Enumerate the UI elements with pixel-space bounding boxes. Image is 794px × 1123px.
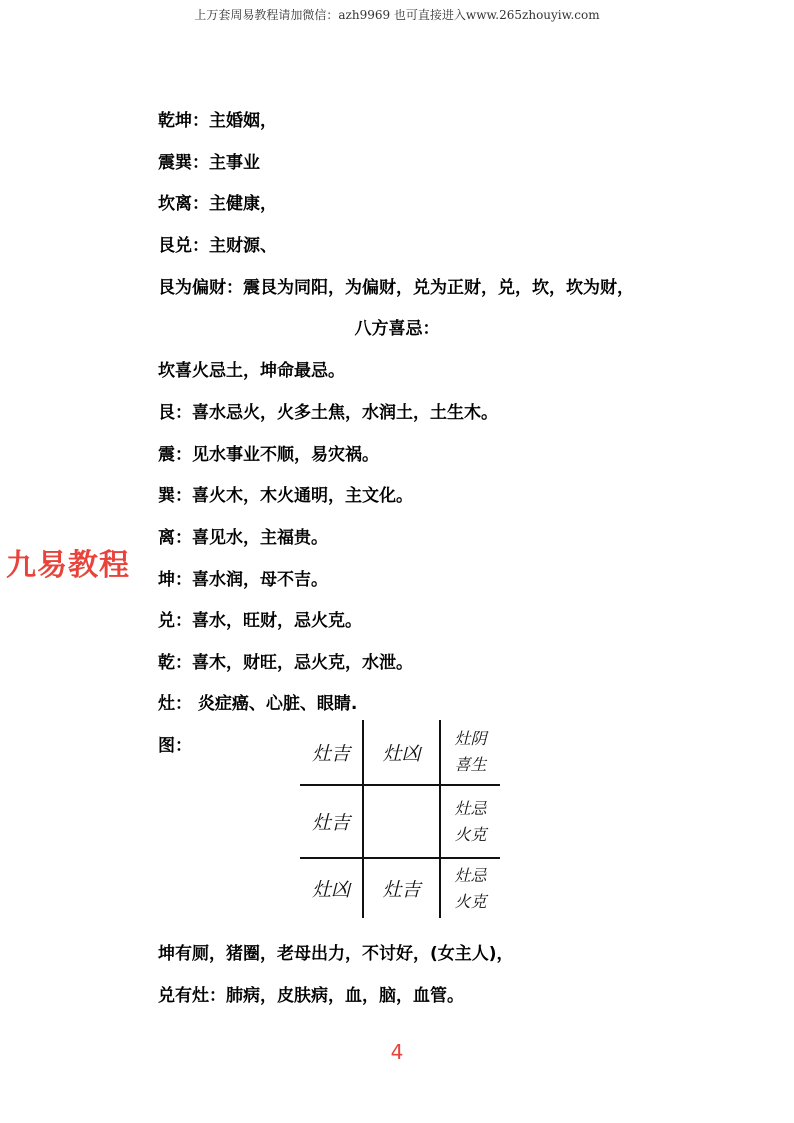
text-line-dui-stove: 兑有灶：肺病，皮肤病，血，脑，血管。 [158,986,464,1006]
cell-text: 灶吉 [311,742,350,765]
cell-text-line-1: 灶忌 [454,798,487,818]
text-line-xun: 巽：喜火木，木火通明，主文化。 [158,486,413,506]
diagram-cell-top-left [300,720,362,784]
cell-text-line-2: 火克 [454,824,487,844]
text-line-zhenxun: 震巽：主事业 [158,153,260,173]
diagram-cell-bottom-left [300,859,362,918]
cell-text-line-2: 喜生 [454,755,487,774]
cell-text: 灶凶 [382,742,421,765]
text-line-qiankun: 乾坤：主婚姻， [158,111,277,131]
text-line-zao: 灶： 炎症癌、心脏、眼睛. [158,694,358,714]
diagram-cell-bottom-middle [364,859,439,918]
cell-text: 灶凶 [311,879,350,901]
text-line-pianzai: 艮为偏财：震艮为同阳，为偏财，兑为正财，兑，坎，坎为财， [158,278,634,298]
diagram-cell-top-right [441,720,500,784]
cell-text-line-2: 火克 [454,891,487,911]
text-line-gendui: 艮兑：主财源、 [158,236,277,256]
diagram-cell-bottom-right [441,859,500,918]
text-line-zhen: 震：见水事业不顺，易灾祸。 [158,445,379,465]
cell-text: 灶吉 [311,812,350,834]
section-title: 八方喜忌： [354,319,440,339]
diagram-cell-top-middle [364,720,439,784]
cell-text-line-1: 灶忌 [454,865,487,885]
diagram-cell-middle-left [300,786,362,857]
cell-text: 灶吉 [382,879,421,901]
text-line-kun: 坤：喜水润，母不吉。 [158,570,328,590]
text-line-dui: 兑：喜水，旺财，忌火克。 [158,611,362,631]
page-header: 上万套周易教程请加微信：azh9969 也可直接进入www.265zhouyiw.com [194,8,600,22]
text-line-gen: 艮：喜水忌火，火多土焦，水润土，土生木。 [158,403,498,423]
text-line-li: 离：喜见水，主福贵。 [158,528,328,548]
diagram-cell-middle-right [441,786,500,857]
text-line-kan: 坎喜火忌土，坤命最忌。 [158,361,345,381]
text-line-kun-toilet: 坤有厕，猪圈，老母出力，不讨好，(女主人)， [158,944,514,964]
figure-label: 图： [158,736,192,756]
watermark-logo: 九易教程 [6,548,130,583]
cell-text-line-1: 灶阴 [454,729,487,748]
text-line-qian: 乾：喜木，财旺，忌火克，水泄。 [158,653,413,673]
text-line-kanli: 坎离：主健康， [158,194,277,214]
diagram-cell-center [364,786,439,857]
stove-diagram [300,720,500,918]
page-number: 4 [390,1040,404,1064]
